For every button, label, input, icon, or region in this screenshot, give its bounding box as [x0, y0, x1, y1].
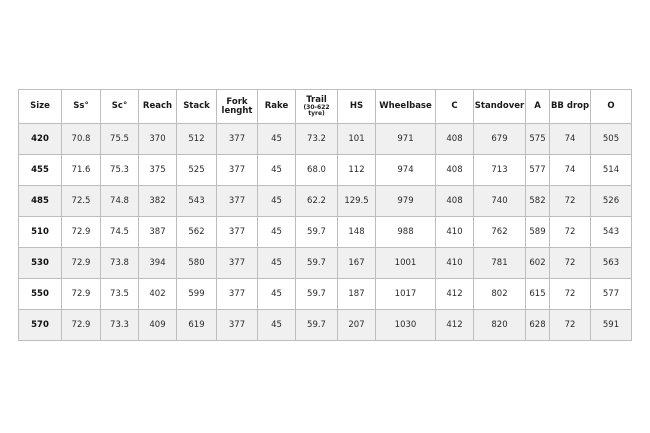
table-cell: 59.7: [296, 310, 338, 341]
header-label: HS: [349, 101, 364, 112]
table-row: [19, 310, 632, 341]
table-cell: 525: [177, 155, 217, 186]
table-cell: 72.9: [62, 279, 101, 310]
table-cell: 377: [217, 186, 258, 217]
table-cell: 73.3: [101, 310, 139, 341]
table-cell: 71.6: [62, 155, 101, 186]
table-cell: 762: [474, 217, 526, 248]
header-label: BB drop: [550, 101, 590, 112]
table-cell: 971: [376, 124, 436, 155]
table-cell: 591: [591, 310, 632, 341]
header-sublabel: (30-622 tyre): [303, 103, 330, 117]
table-cell: 410: [436, 217, 474, 248]
table-cell: 740: [474, 186, 526, 217]
header-cell-seat-angle: [62, 90, 101, 124]
header-label: Size: [30, 101, 50, 112]
table-cell: 505: [591, 124, 632, 155]
size-cell: 420: [19, 124, 62, 155]
table-cell: 1017: [376, 279, 436, 310]
header-cell-bb-drop: [550, 90, 591, 124]
table-cell: 781: [474, 248, 526, 279]
table-cell: 75.3: [101, 155, 139, 186]
table-cell: 62.2: [296, 186, 338, 217]
header-label: Fork lenght: [221, 96, 253, 116]
table-cell: 74.8: [101, 186, 139, 217]
table-cell: 74: [550, 124, 591, 155]
table-cell: 408: [436, 186, 474, 217]
table-row: [19, 248, 632, 279]
table-cell: 382: [139, 186, 177, 217]
table-cell: 514: [591, 155, 632, 186]
table-cell: 72: [550, 186, 591, 217]
table-cell: 74.5: [101, 217, 139, 248]
table-cell: 74: [550, 155, 591, 186]
table-cell: 59.7: [296, 248, 338, 279]
table-cell: 45: [258, 248, 296, 279]
table-cell: 72.9: [62, 310, 101, 341]
table-cell: 129.5: [338, 186, 376, 217]
table-cell: 543: [591, 217, 632, 248]
table-cell: 187: [338, 279, 376, 310]
table-cell: 377: [217, 155, 258, 186]
table-cell: 410: [436, 248, 474, 279]
table-cell: 45: [258, 310, 296, 341]
table-cell: 377: [217, 279, 258, 310]
table-row: [19, 217, 632, 248]
table-cell: 575: [526, 124, 550, 155]
table-cell: 148: [338, 217, 376, 248]
table-cell: 370: [139, 124, 177, 155]
size-cell: 510: [19, 217, 62, 248]
table-cell: 615: [526, 279, 550, 310]
table-cell: 375: [139, 155, 177, 186]
table-cell: 974: [376, 155, 436, 186]
table-cell: 619: [177, 310, 217, 341]
size-cell: 530: [19, 248, 62, 279]
header-cell-size: [19, 90, 62, 124]
table-cell: 988: [376, 217, 436, 248]
table-cell: 582: [526, 186, 550, 217]
table-cell: 408: [436, 155, 474, 186]
table-row: [19, 279, 632, 310]
header-label: C: [451, 101, 458, 112]
table-cell: 599: [177, 279, 217, 310]
table-row: [19, 186, 632, 217]
table-cell: 72.9: [62, 217, 101, 248]
geometry-table: [18, 89, 632, 341]
table-cell: 75.5: [101, 124, 139, 155]
table-cell: 387: [139, 217, 177, 248]
table-cell: 45: [258, 217, 296, 248]
header-cell-hs: [338, 90, 376, 124]
header-label: Wheelbase: [379, 101, 432, 112]
table-cell: 577: [526, 155, 550, 186]
table-cell: 59.7: [296, 279, 338, 310]
table-cell: 412: [436, 279, 474, 310]
table-cell: 409: [139, 310, 177, 341]
table-cell: 377: [217, 248, 258, 279]
size-cell: 455: [19, 155, 62, 186]
header-label: A: [534, 101, 541, 112]
header-cell-standover: [474, 90, 526, 124]
header-cell-trail: [296, 90, 338, 124]
table-cell: 589: [526, 217, 550, 248]
table-cell: 45: [258, 155, 296, 186]
table-cell: 408: [436, 124, 474, 155]
table-cell: 45: [258, 124, 296, 155]
table-cell: 580: [177, 248, 217, 279]
header-cell-a: [526, 90, 550, 124]
size-cell: 550: [19, 279, 62, 310]
table-cell: 577: [591, 279, 632, 310]
size-cell: 485: [19, 186, 62, 217]
table-cell: 562: [177, 217, 217, 248]
table-cell: 73.8: [101, 248, 139, 279]
table-cell: 72: [550, 310, 591, 341]
header-cell-o: [591, 90, 632, 124]
table-cell: 377: [217, 310, 258, 341]
table-cell: 68.0: [296, 155, 338, 186]
size-cell: 570: [19, 310, 62, 341]
header-label: Reach: [142, 101, 173, 112]
table-cell: 802: [474, 279, 526, 310]
table-cell: 167: [338, 248, 376, 279]
table-cell: 979: [376, 186, 436, 217]
table-cell: 59.7: [296, 217, 338, 248]
table-cell: 101: [338, 124, 376, 155]
header-cell-reach: [139, 90, 177, 124]
header-label: Sc°: [111, 101, 128, 112]
table-cell: 72.9: [62, 248, 101, 279]
table-cell: 72: [550, 248, 591, 279]
table-cell: 72.5: [62, 186, 101, 217]
table-cell: 45: [258, 279, 296, 310]
header-cell-stack: [177, 90, 217, 124]
table-cell: 73.2: [296, 124, 338, 155]
table-body: [19, 124, 632, 341]
header-cell-wheelbase: [376, 90, 436, 124]
header-cell-c: [436, 90, 474, 124]
table-cell: 820: [474, 310, 526, 341]
table-cell: 377: [217, 217, 258, 248]
table-cell: 402: [139, 279, 177, 310]
table-cell: 1030: [376, 310, 436, 341]
table-cell: 679: [474, 124, 526, 155]
table-cell: 70.8: [62, 124, 101, 155]
table-cell: 72: [550, 217, 591, 248]
table-cell: 713: [474, 155, 526, 186]
table-cell: 112: [338, 155, 376, 186]
table-cell: 512: [177, 124, 217, 155]
table-cell: 628: [526, 310, 550, 341]
table-cell: 412: [436, 310, 474, 341]
header-row: [19, 90, 632, 124]
header-label: Trail: [306, 94, 327, 105]
table-cell: 377: [217, 124, 258, 155]
table-cell: 526: [591, 186, 632, 217]
table-cell: 394: [139, 248, 177, 279]
table-cell: 543: [177, 186, 217, 217]
header-cell-rake: [258, 90, 296, 124]
header-label: Standover: [474, 101, 525, 112]
table-row: [19, 124, 632, 155]
table-cell: 563: [591, 248, 632, 279]
table-cell: 73.5: [101, 279, 139, 310]
table-cell: 602: [526, 248, 550, 279]
table-cell: 72: [550, 279, 591, 310]
table-cell: 45: [258, 186, 296, 217]
table-row: [19, 155, 632, 186]
table-cell: 207: [338, 310, 376, 341]
header-label: Rake: [264, 101, 289, 112]
header-label: Stack: [183, 101, 210, 112]
header-cell-head-angle: [101, 90, 139, 124]
header-label: O: [607, 101, 615, 112]
table-cell: 1001: [376, 248, 436, 279]
header-label: Ss°: [73, 101, 89, 112]
header-cell-fork-length: [217, 90, 258, 124]
